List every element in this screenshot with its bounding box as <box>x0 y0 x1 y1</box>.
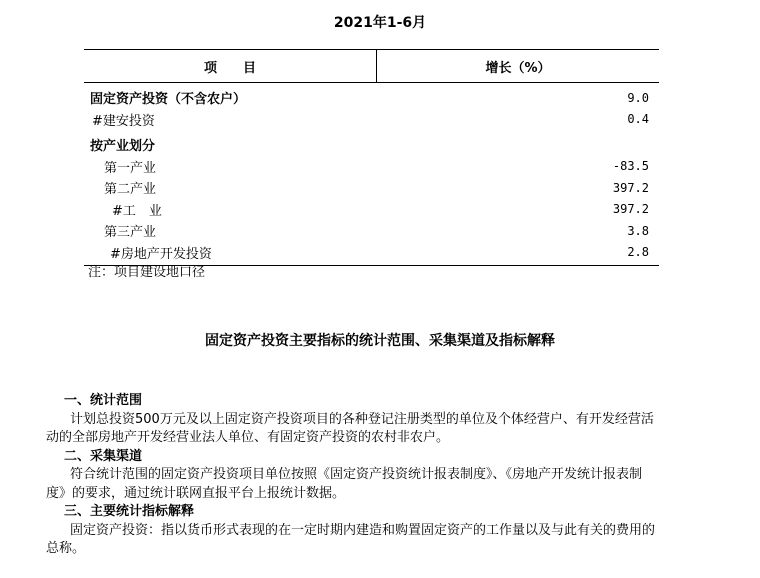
row-value: 0.4 <box>627 112 649 127</box>
row-value: 9.0 <box>627 90 649 105</box>
row-value: -83.5 <box>612 159 649 174</box>
table-row <box>84 109 659 131</box>
table-row <box>84 156 659 178</box>
row-label: 按产业划分 <box>90 139 156 155</box>
table-row <box>84 87 659 109</box>
section-text-line: 计划总投资500万元及以上固定资产投资项目的各种登记注册类型的单位及个体经营户、有开发经营活 <box>70 411 654 427</box>
statistics-table <box>84 49 659 266</box>
section-text <box>46 466 730 503</box>
row-label: 第一产业 <box>104 160 157 176</box>
section-heading: 三、主要统计指标解释 <box>64 504 195 519</box>
period-title: 2021年1-6月 <box>333 15 427 31</box>
table-row <box>84 199 659 221</box>
table-note: 注：项目建设地口径 <box>88 265 206 280</box>
explanation-title: 固定资产投资主要指标的统计范围、采集渠道及指标解释 <box>205 333 555 349</box>
row-value: 397.2 <box>612 202 649 217</box>
section-text-line: 总称。 <box>46 541 86 556</box>
table-row <box>84 134 659 156</box>
explanation-body <box>46 392 730 559</box>
table-row <box>84 220 659 242</box>
table-header <box>84 50 659 83</box>
section-text <box>46 411 730 448</box>
header-item: 项 目 <box>84 50 377 82</box>
section-heading: 二、采集渠道 <box>64 448 143 464</box>
row-label: #建安投资 <box>92 113 155 129</box>
section-text-line: 动的全部房地产开发经营业法人单位、有固定资产投资的农村非农户。 <box>46 430 450 445</box>
row-label: 固定资产投资（不含农户） <box>90 92 247 108</box>
row-value: 397.2 <box>612 180 649 195</box>
table-row <box>84 242 659 264</box>
row-label: #工 业 <box>112 203 162 219</box>
row-label: 第二产业 <box>104 182 157 198</box>
header-growth: 增长（%） <box>485 60 551 76</box>
section-heading: 一、统计范围 <box>64 393 143 408</box>
section-text <box>46 522 730 559</box>
table-row <box>84 177 659 199</box>
row-value: 2.8 <box>627 245 649 260</box>
table-body <box>84 83 659 265</box>
row-label: 第三产业 <box>104 225 157 241</box>
row-value: 3.8 <box>627 223 649 238</box>
section-text-line: 固定资产投资：指以货币形式表现的在一定时期内建造和购置固定资产的工作量以及与此有关的费用的 <box>70 522 656 538</box>
section-text-line: 度》的要求，通过统计联网直报平台上报统计数据。 <box>46 485 346 501</box>
row-label: #房地产开发投资 <box>110 246 212 262</box>
section-text-line: 符合统计范围的固定资产投资项目单位按照《固定资产投资统计报表制度》、《房地产开发统计报表制 <box>70 467 643 482</box>
